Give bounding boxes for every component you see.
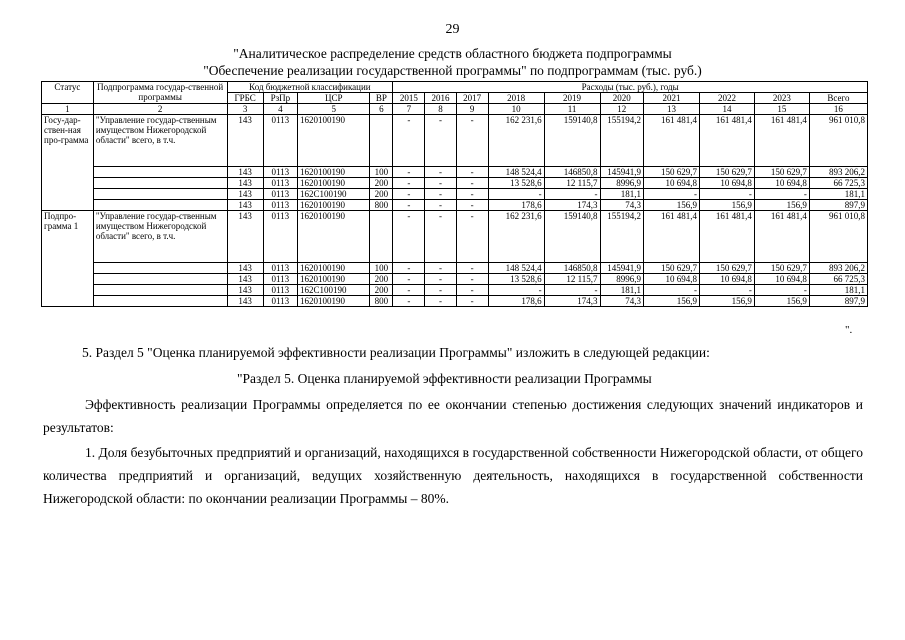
header-year: 2015 xyxy=(393,93,425,104)
table-cell xyxy=(370,211,393,263)
table-cell: 143 xyxy=(227,211,263,263)
column-number: 1 xyxy=(42,104,94,115)
table-cell: - xyxy=(456,200,488,211)
table-row xyxy=(42,211,868,263)
column-number: 2 xyxy=(93,104,227,115)
table-cell: - xyxy=(425,178,456,189)
table-cell: 0113 xyxy=(263,115,297,167)
table-cell: 174,3 xyxy=(544,200,600,211)
section-heading: "Раздел 5. Оценка планируемой эффективности реализации Программы xyxy=(237,371,652,386)
subprogram-empty-cell xyxy=(93,285,227,296)
table-cell: - xyxy=(456,115,488,167)
column-number: 6 xyxy=(370,104,393,115)
table-cell: - xyxy=(393,263,425,274)
table-cell: 178,6 xyxy=(488,296,544,307)
column-number: 9 xyxy=(456,104,488,115)
indicator-paragraph: 1. Доля безубыточных предприятий и организаций, находящихся в государственной собственности Нижегородской области, от общего количества предприятий и организаций, ведущих хозяйственную деятельность, находящихся в государственной собственности Нижегородской области: по окончании реализации Программы – 80%. xyxy=(43,445,863,506)
table-cell: 800 xyxy=(370,296,393,307)
table-cell: 100 xyxy=(370,263,393,274)
table-cell: 0113 xyxy=(263,189,297,200)
table-cell: - xyxy=(425,296,456,307)
table-cell: 156,9 xyxy=(700,296,755,307)
budget-allocation-table xyxy=(41,81,868,307)
table-cell: 181,1 xyxy=(600,285,644,296)
table-cell: - xyxy=(425,167,456,178)
table-cell: 143 xyxy=(227,189,263,200)
header-subprogram: Подпрограмма государ-ственной программы xyxy=(93,82,227,104)
table-cell: 1620100190 xyxy=(297,200,370,211)
table-title-line-2: "Обеспечение реализации государственной программы" по подпрограммам (тыс. руб.) xyxy=(203,63,702,78)
header-year: 2018 xyxy=(488,93,544,104)
table-cell: 143 xyxy=(227,115,263,167)
table-cell: - xyxy=(393,285,425,296)
table-cell: 156,9 xyxy=(754,200,809,211)
table-cell: 10 694,8 xyxy=(700,178,755,189)
table-cell: 143 xyxy=(227,296,263,307)
closing-quote: ". xyxy=(845,324,853,336)
table-cell: 178,6 xyxy=(488,200,544,211)
table-cell: 146850,8 xyxy=(544,167,600,178)
table-cell: 200 xyxy=(370,285,393,296)
table-cell: 143 xyxy=(227,263,263,274)
table-cell: 161 481,4 xyxy=(700,211,755,263)
table-cell: - xyxy=(393,189,425,200)
table-row xyxy=(42,178,868,189)
header-csr: ЦСР xyxy=(297,93,370,104)
table-cell: - xyxy=(754,285,809,296)
table-cell: 12 115,7 xyxy=(544,274,600,285)
table-cell: 156,9 xyxy=(644,296,700,307)
table-cell: - xyxy=(544,285,600,296)
page-number: 29 xyxy=(445,22,460,37)
table-cell: 897,9 xyxy=(809,296,867,307)
table-cell: 800 xyxy=(370,200,393,211)
subprogram-empty-cell xyxy=(93,178,227,189)
table-cell: 181,1 xyxy=(600,189,644,200)
table-cell: - xyxy=(644,189,700,200)
table-cell: - xyxy=(754,189,809,200)
table-cell: - xyxy=(393,115,425,167)
subprogram-empty-cell xyxy=(93,296,227,307)
table-cell: - xyxy=(488,285,544,296)
table-cell: - xyxy=(393,200,425,211)
header-year: 2021 xyxy=(644,93,700,104)
table-cell: 10 694,8 xyxy=(644,178,700,189)
table-cell: 155194,2 xyxy=(600,211,644,263)
table-cell: 100 xyxy=(370,167,393,178)
table-cell: - xyxy=(456,178,488,189)
subprogram-name-cell: "Управление государ-ственным имуществом Нижегородской области" всего, в т.ч. xyxy=(93,115,227,167)
table-cell: 150 629,7 xyxy=(754,263,809,274)
column-number: 3 xyxy=(227,104,263,115)
table-cell: - xyxy=(456,285,488,296)
header-year: 2020 xyxy=(600,93,644,104)
header-expenses: Расходы (тыс. руб.), годы xyxy=(393,82,868,93)
subprogram-name-cell: "Управление государ-ственным имуществом Нижегородской области" всего, в т.ч. xyxy=(93,211,227,263)
table-cell: - xyxy=(456,296,488,307)
table-row xyxy=(42,296,868,307)
subprogram-empty-cell xyxy=(93,189,227,200)
table-cell: 159140,8 xyxy=(544,211,600,263)
table-cell: 143 xyxy=(227,200,263,211)
table-cell: 181,1 xyxy=(809,189,867,200)
header-status: Статус xyxy=(42,82,94,104)
table-cell: - xyxy=(393,178,425,189)
header-year: 2019 xyxy=(544,93,600,104)
header-grbs: ГРБС xyxy=(227,93,263,104)
table-cell: 74,3 xyxy=(600,200,644,211)
subprogram-empty-cell xyxy=(93,167,227,178)
table-cell: - xyxy=(393,296,425,307)
column-number: 11 xyxy=(544,104,600,115)
table-cell: 161 481,4 xyxy=(700,115,755,167)
table-cell: - xyxy=(644,285,700,296)
table-cell: 156,9 xyxy=(700,200,755,211)
table-cell: 148 524,4 xyxy=(488,263,544,274)
status-cell: Госу-дар-ствен-ная про-грамма xyxy=(42,115,94,211)
table-cell: - xyxy=(425,189,456,200)
table-cell: 159140,8 xyxy=(544,115,600,167)
table-cell: 12 115,7 xyxy=(544,178,600,189)
table-cell: - xyxy=(544,189,600,200)
table-cell: 200 xyxy=(370,189,393,200)
table-cell: 893 206,2 xyxy=(809,263,867,274)
table-cell: 961 010,8 xyxy=(809,211,867,263)
table-cell: 143 xyxy=(227,274,263,285)
table-row xyxy=(42,167,868,178)
table-cell: 162 231,6 xyxy=(488,211,544,263)
subprogram-empty-cell xyxy=(93,274,227,285)
table-title-line-1: "Аналитическое распределение средств областного бюджета подпрограммы xyxy=(233,46,672,61)
table-cell: 961 010,8 xyxy=(809,115,867,167)
column-number: 4 xyxy=(263,104,297,115)
column-number: 13 xyxy=(644,104,700,115)
table-cell: 10 694,8 xyxy=(644,274,700,285)
table-cell: 66 725,3 xyxy=(809,178,867,189)
table-cell: - xyxy=(425,285,456,296)
table-cell: - xyxy=(456,189,488,200)
column-number: 12 xyxy=(600,104,644,115)
table-cell: 0113 xyxy=(263,200,297,211)
column-number: 14 xyxy=(700,104,755,115)
header-year: 2023 xyxy=(754,93,809,104)
table-row xyxy=(42,200,868,211)
table-cell: - xyxy=(456,263,488,274)
subprogram-empty-cell xyxy=(93,263,227,274)
table-cell: 156,9 xyxy=(754,296,809,307)
table-cell: 0113 xyxy=(263,178,297,189)
table-cell: 13 528,6 xyxy=(488,178,544,189)
table-cell: - xyxy=(456,211,488,263)
table-cell: - xyxy=(393,167,425,178)
table-cell: 161 481,4 xyxy=(754,115,809,167)
table-cell: 181,1 xyxy=(809,285,867,296)
table-cell: 10 694,8 xyxy=(754,274,809,285)
table-cell: - xyxy=(456,274,488,285)
column-number: 16 xyxy=(809,104,867,115)
table-cell: 1620100190 xyxy=(297,274,370,285)
table-cell: 200 xyxy=(370,274,393,285)
header-budget-code: Код бюджетной классификации xyxy=(227,82,393,93)
table-cell: 0113 xyxy=(263,211,297,263)
header-rzpr: РзПр xyxy=(263,93,297,104)
table-cell: - xyxy=(425,274,456,285)
header-total: Всего xyxy=(809,93,867,104)
header-year: 2016 xyxy=(425,93,456,104)
table-cell: - xyxy=(456,167,488,178)
table-row xyxy=(42,189,868,200)
table-cell: - xyxy=(393,274,425,285)
table-cell: 162C100190 xyxy=(297,285,370,296)
table-cell: 0113 xyxy=(263,296,297,307)
table-cell: 893 206,2 xyxy=(809,167,867,178)
effectiveness-paragraph: Эффективность реализации Программы определяется по ее окончании степенью достижения следующих значений индикаторов и результатов: xyxy=(43,397,863,435)
header-year: 2017 xyxy=(456,93,488,104)
table-cell: - xyxy=(700,285,755,296)
table-cell: 0113 xyxy=(263,274,297,285)
table-cell: 145941,9 xyxy=(600,263,644,274)
table-cell: 150 629,7 xyxy=(754,167,809,178)
table-cell: 161 481,4 xyxy=(644,115,700,167)
table-body xyxy=(42,115,868,307)
table-cell: - xyxy=(488,189,544,200)
table-cell: 10 694,8 xyxy=(700,274,755,285)
table-cell: 0113 xyxy=(263,263,297,274)
table-cell: 0113 xyxy=(263,167,297,178)
table-cell: 1620100190 xyxy=(297,296,370,307)
table-cell: 1620100190 xyxy=(297,263,370,274)
table-cell: 897,9 xyxy=(809,200,867,211)
table-cell: - xyxy=(393,211,425,263)
column-number: 15 xyxy=(754,104,809,115)
subprogram-empty-cell xyxy=(93,200,227,211)
table-cell: 162 231,6 xyxy=(488,115,544,167)
table-cell: 1620100190 xyxy=(297,115,370,167)
table-cell: 8996,9 xyxy=(600,178,644,189)
table-cell: - xyxy=(425,211,456,263)
table-cell: 10 694,8 xyxy=(754,178,809,189)
table-row xyxy=(42,285,868,296)
table-cell xyxy=(370,115,393,167)
table-column-numbers-row xyxy=(42,104,868,115)
table-cell: 1620100190 xyxy=(297,178,370,189)
table-cell: 0113 xyxy=(263,285,297,296)
table-cell: 148 524,4 xyxy=(488,167,544,178)
table-cell: 161 481,4 xyxy=(754,211,809,263)
header-year: 2022 xyxy=(700,93,755,104)
table-cell: 156,9 xyxy=(644,200,700,211)
table-cell: 13 528,6 xyxy=(488,274,544,285)
table-cell: 145941,9 xyxy=(600,167,644,178)
table-row xyxy=(42,274,868,285)
table-cell: - xyxy=(425,115,456,167)
table-cell: 200 xyxy=(370,178,393,189)
table-cell: 143 xyxy=(227,178,263,189)
amendment-paragraph: 5. Раздел 5 "Оценка планируемой эффективности реализации Программы" изложить в следующей редакции: xyxy=(82,345,710,360)
column-number: 8 xyxy=(425,104,456,115)
table-cell: - xyxy=(425,263,456,274)
header-vr: ВР xyxy=(370,93,393,104)
table-header-row-1 xyxy=(42,82,868,93)
table-cell: 143 xyxy=(227,167,263,178)
table-cell: - xyxy=(700,189,755,200)
table-cell: 174,3 xyxy=(544,296,600,307)
table-cell: - xyxy=(425,200,456,211)
table-cell: 162C100190 xyxy=(297,189,370,200)
table-cell: 74,3 xyxy=(600,296,644,307)
table-cell: 150 629,7 xyxy=(644,167,700,178)
table-cell: 150 629,7 xyxy=(644,263,700,274)
table-cell: 66 725,3 xyxy=(809,274,867,285)
table-cell: 150 629,7 xyxy=(700,263,755,274)
table-cell: 146850,8 xyxy=(544,263,600,274)
table-row xyxy=(42,115,868,167)
table-cell: 143 xyxy=(227,285,263,296)
table-cell: 155194,2 xyxy=(600,115,644,167)
table-cell: 1620100190 xyxy=(297,167,370,178)
status-cell: Подпро-грамма 1 xyxy=(42,211,94,307)
table-row xyxy=(42,263,868,274)
column-number: 5 xyxy=(297,104,370,115)
table-cell: 1620100190 xyxy=(297,211,370,263)
column-number: 10 xyxy=(488,104,544,115)
column-number: 7 xyxy=(393,104,425,115)
table-cell: 8996,9 xyxy=(600,274,644,285)
table-cell: 150 629,7 xyxy=(700,167,755,178)
table-cell: 161 481,4 xyxy=(644,211,700,263)
